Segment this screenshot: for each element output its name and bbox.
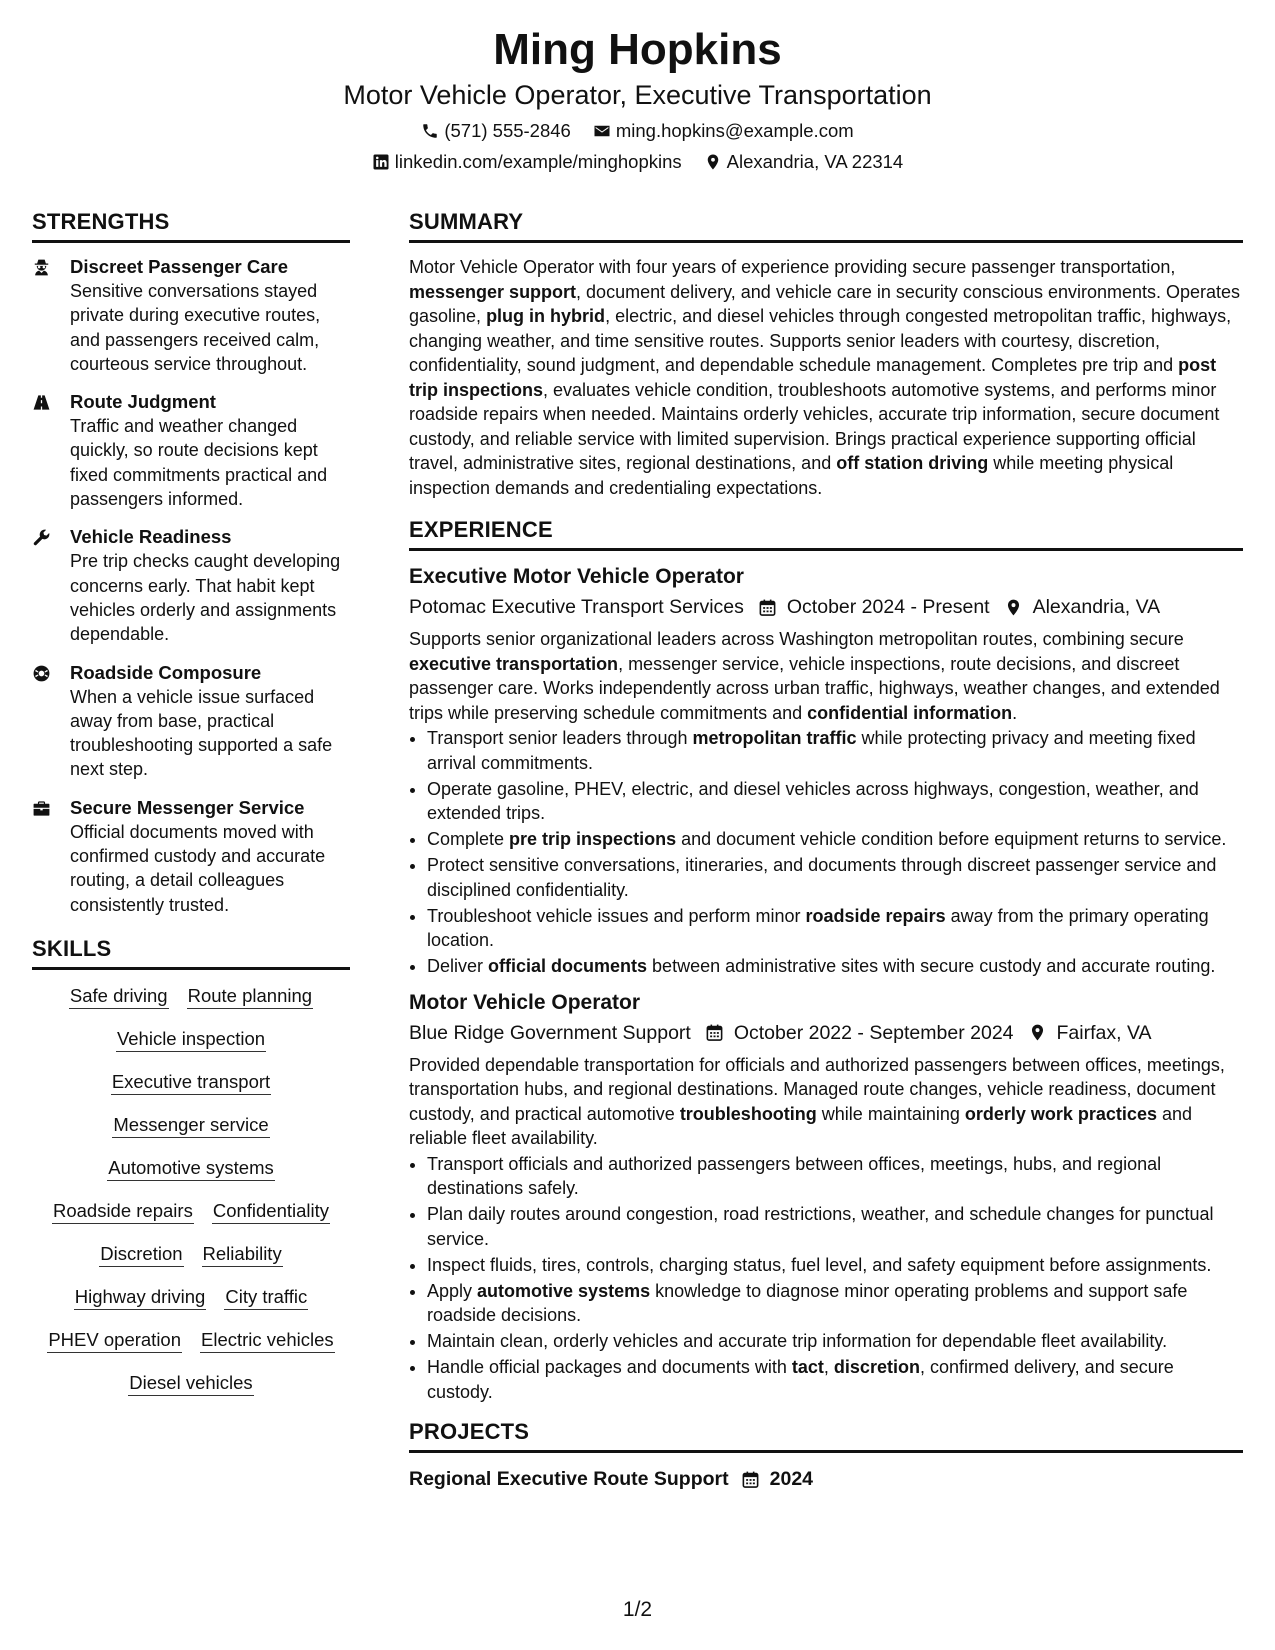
skill-row [32,1285,350,1310]
strength-title: Roadside Composure [70,661,262,683]
left-column [32,208,350,1414]
skill-tag: Confidentiality [212,1199,330,1224]
lifebuoy-icon [32,664,51,683]
bullet-item [427,904,1243,953]
bold-text: confidential information [807,702,1013,723]
strength-icon-wrap [32,255,70,376]
strength-body [70,525,350,646]
skill-row [32,1156,350,1181]
summary-heading: SUMMARY [409,208,1243,243]
linkedin-contact[interactable] [372,150,682,174]
text-run: , confirmed delivery, and secure custody. [427,1357,1174,1402]
bullet-item [427,827,1243,852]
job-bullets [409,1152,1243,1405]
text-run: Troubleshoot vehicle issues and perform minor [427,905,806,926]
strength-body [70,796,350,917]
right-column [409,208,1243,1493]
text-run: , [823,1357,834,1377]
skill-tag: Messenger service [112,1113,269,1138]
bold-text: troubleshooting [679,1103,817,1124]
strength-body [70,255,350,376]
job-dates: October 2024 - Present [786,596,990,618]
skill-tag: Automotive systems [107,1156,275,1181]
text-run: Apply [427,1280,478,1301]
candidate-name: Ming Hopkins [493,25,782,74]
envelope-icon [593,122,611,140]
bold-text: off station driving [836,453,989,473]
road-icon [32,393,51,412]
location-contact [704,150,904,174]
text-run: , document delivery, and vehicle care in security conscious environments. Operates gasoline, [409,281,1241,326]
strength-icon-wrap [32,661,70,782]
strength-body [70,661,350,782]
email-text[interactable]: ming.hopkins@example.com [615,120,854,141]
bold-text: executive transportation [409,653,619,674]
strength-desc: Official documents moved with confirmed custody and accurate routing, a detail colleagues consistently trusted. [70,821,326,915]
experience-list [409,563,1243,1404]
bullet-item [427,726,1243,775]
job-bullets [409,726,1243,979]
location-text: Alexandria, VA 22314 [726,151,904,172]
job-description [409,627,1243,725]
linkedin-text[interactable]: linkedin.com/example/minghopkins [394,151,682,172]
bullet-item [427,1355,1243,1404]
email-contact[interactable] [593,119,854,143]
bold-text: post trip inspections [409,355,1217,400]
strength-icon-wrap [32,796,70,917]
job-description [409,1053,1243,1151]
job-location: Fairfax, VA [1056,1021,1152,1044]
job-title: Executive Motor Vehicle Operator [409,565,744,588]
strength-title: Route Judgment [70,391,216,413]
strength-desc: Traffic and weather changed quickly, so route decisions kept fixed commitments practical and passengers informed. [70,416,328,510]
strength-desc: Pre trip checks caught developing concerns early. That habit kept vehicles orderly and assignments dependable. [70,551,341,645]
bullet-item [427,853,1243,902]
skill-row [32,1242,350,1267]
text-run: Provided dependable transportation for officials and authorized passengers between offices, meetings, transportation hubs, and regional destinations. Managed route changes, vehicle readiness, document custody, and practical automotive [409,1054,1225,1124]
project-year: 2024 [769,1468,814,1490]
strength-title: Vehicle Readiness [70,526,232,548]
strengths-heading: STRENGTHS [32,208,350,243]
projects-heading: PROJECTS [409,1418,1243,1453]
job-title: Motor Vehicle Operator [409,990,641,1014]
job-entry [409,563,1243,979]
bold-text: discretion [833,1357,920,1377]
skill-tag: Roadside repairs [52,1199,194,1224]
strength-icon-wrap [32,525,70,646]
user-secret-icon [32,258,51,277]
linkedin-icon [372,153,390,171]
text-run: Protect sensitive conversations, itineraries, and documents through discreet passenger service and disciplined confidentiality. [427,855,1217,900]
phone-text: (571) 555-2846 [444,120,571,141]
skill-row [32,984,350,1009]
contact-line-2 [0,150,1275,174]
text-run: , messenger service, vehicle inspections, route decisions, and discreet passenger care. Works independently across urban traffic, highways, weather changes, and extended trips while preserving schedule commitments and [409,653,1220,723]
experience-heading: EXPERIENCE [409,516,1243,551]
page-number: 1/2 [622,1598,653,1621]
text-run: Plan daily routes around congestion, road restrictions, weather, and schedule changes for punctual service. [427,1204,1214,1249]
bullet-item [427,1202,1243,1251]
job-meta [409,1019,1243,1047]
skills-list [32,984,350,1396]
job-company: Potomac Executive Transport Services [409,596,744,618]
strength-item [32,390,350,511]
strength-title: Secure Messenger Service [70,796,305,818]
summary-section [409,255,1243,500]
map-pin-icon [704,153,722,171]
phone-icon [421,122,439,140]
bullet-item [427,1329,1243,1354]
bold-text: metropolitan traffic [692,728,857,748]
text-run: Deliver [427,956,489,976]
text-run: . [1012,702,1018,723]
bold-text: tact [791,1357,824,1377]
skill-tag: Vehicle inspection [116,1027,266,1052]
bold-text: roadside repairs [805,905,946,926]
text-run: Transport officials and authorized passengers between offices, meetings, hubs, and regional destinations safely. [427,1153,1162,1198]
strength-desc: Sensitive conversations stayed private during executive routes, and passengers received calm, courteous service throughout. [70,281,321,374]
bullet-item [427,1279,1243,1328]
skill-tag: Highway driving [74,1285,207,1310]
skill-tag: Discretion [99,1242,183,1267]
phone-contact [421,119,571,143]
text-run: while protecting privacy and meeting fixed arrival commitments. [427,728,1196,773]
bullet-item [427,777,1243,826]
bold-text: official documents [488,956,648,976]
strengths-list [32,255,350,917]
wrench-icon [32,528,51,547]
text-run: Motor Vehicle Operator with four years of experience providing secure passenger transportation, [409,257,1176,277]
briefcase-icon [32,799,51,818]
skill-row [32,1027,350,1052]
skill-tag: City traffic [224,1285,308,1310]
resume-header [0,24,1275,174]
skill-row [32,1113,350,1138]
bullet-item [427,954,1243,979]
bold-text: pre trip inspections [509,829,677,849]
project-entry [409,1465,1243,1493]
bold-text: automotive systems [477,1280,651,1301]
project-title: Regional Executive Route Support [409,1468,729,1490]
skill-row [32,1070,350,1095]
skill-row [32,1328,350,1353]
summary-text [409,255,1243,500]
strength-body [70,390,350,511]
job-location: Alexandria, VA [1032,596,1161,618]
text-run: between administrative sites with secure custody and accurate routing. [647,956,1216,976]
text-run: while maintaining [816,1103,965,1124]
strength-icon-wrap [32,390,70,511]
text-run: away from the primary operating location. [427,905,1209,950]
text-run: Handle official packages and documents with [427,1357,792,1377]
skill-tag: Diesel vehicles [128,1371,253,1396]
job-company: Blue Ridge Government Support [409,1021,691,1044]
calendar-icon [758,598,777,617]
candidate-title: Motor Vehicle Operator, Executive Transportation [343,80,932,110]
text-run: knowledge to diagnose minor operating problems and support safe roadside decisions. [427,1280,1188,1325]
text-run: , evaluates vehicle condition, troubleshoots automotive systems, and performs minor roadside repairs when needed. Maintains orderly vehicles, accurate trip information, secure document custody, and reliable service with limited supervision. Brings practical experience supporting official travel, administrative sites, regional destinations, and [409,379,1220,473]
bullet-item [427,1152,1243,1201]
text-run: Supports senior organizational leaders across Washington metropolitan routes, combining secure [409,629,1184,649]
job-meta [409,593,1243,621]
calendar-icon [705,1023,724,1042]
strength-item [32,255,350,376]
strength-item [32,661,350,782]
skill-tag: Executive transport [111,1070,271,1095]
bold-text: orderly work practices [964,1103,1157,1124]
skill-row [32,1199,350,1224]
strength-item [32,796,350,917]
skill-tag: Reliability [202,1242,283,1267]
strength-title: Discreet Passenger Care [70,256,289,277]
text-run: and document vehicle condition before equipment returns to service. [676,829,1227,849]
text-run: Operate gasoline, PHEV, electric, and diesel vehicles across highways, congestion, weather, and extended trips. [427,778,1199,823]
skill-tag: Route planning [187,984,313,1009]
bold-text: plug in hybrid [486,306,606,326]
skill-tag: Safe driving [69,984,169,1009]
contact-line-1 [0,119,1275,143]
map-pin-icon [1004,598,1023,617]
projects-list [409,1465,1243,1493]
text-run: while meeting physical inspection demands and credentialing expectations. [409,453,1174,498]
text-run: Transport senior leaders through [427,728,693,748]
text-run: , electric, and diesel vehicles through congested metropolitan traffic, highways, changing weather, and time sensitive routes. Supports senior leaders with courtesy, discretion, confidentiality, sound judgment, and dependable schedule management. Completes pre trip and [409,306,1232,375]
text-run: Complete [427,829,510,849]
skills-heading: SKILLS [32,935,350,970]
text-run: Inspect fluids, tires, controls, charging status, fuel level, and safety equipment before assignments. [427,1254,1212,1275]
job-entry [409,989,1243,1405]
skill-row [32,1371,350,1396]
strength-desc: When a vehicle issue surfaced away from base, practical troubleshooting supported a safe next step. [70,686,333,780]
calendar-icon [741,1470,760,1489]
text-run: Maintain clean, orderly vehicles and accurate trip information for dependable fleet availability. [427,1331,1168,1351]
job-dates: October 2022 - September 2024 [733,1021,1014,1044]
map-pin-icon [1028,1023,1047,1042]
strength-item [32,525,350,646]
skill-tag: Electric vehicles [200,1328,335,1353]
skill-tag: PHEV operation [47,1328,182,1353]
bullet-item [427,1253,1243,1278]
text-run: and reliable fleet availability. [409,1103,1193,1148]
bold-text: messenger support [409,281,577,302]
